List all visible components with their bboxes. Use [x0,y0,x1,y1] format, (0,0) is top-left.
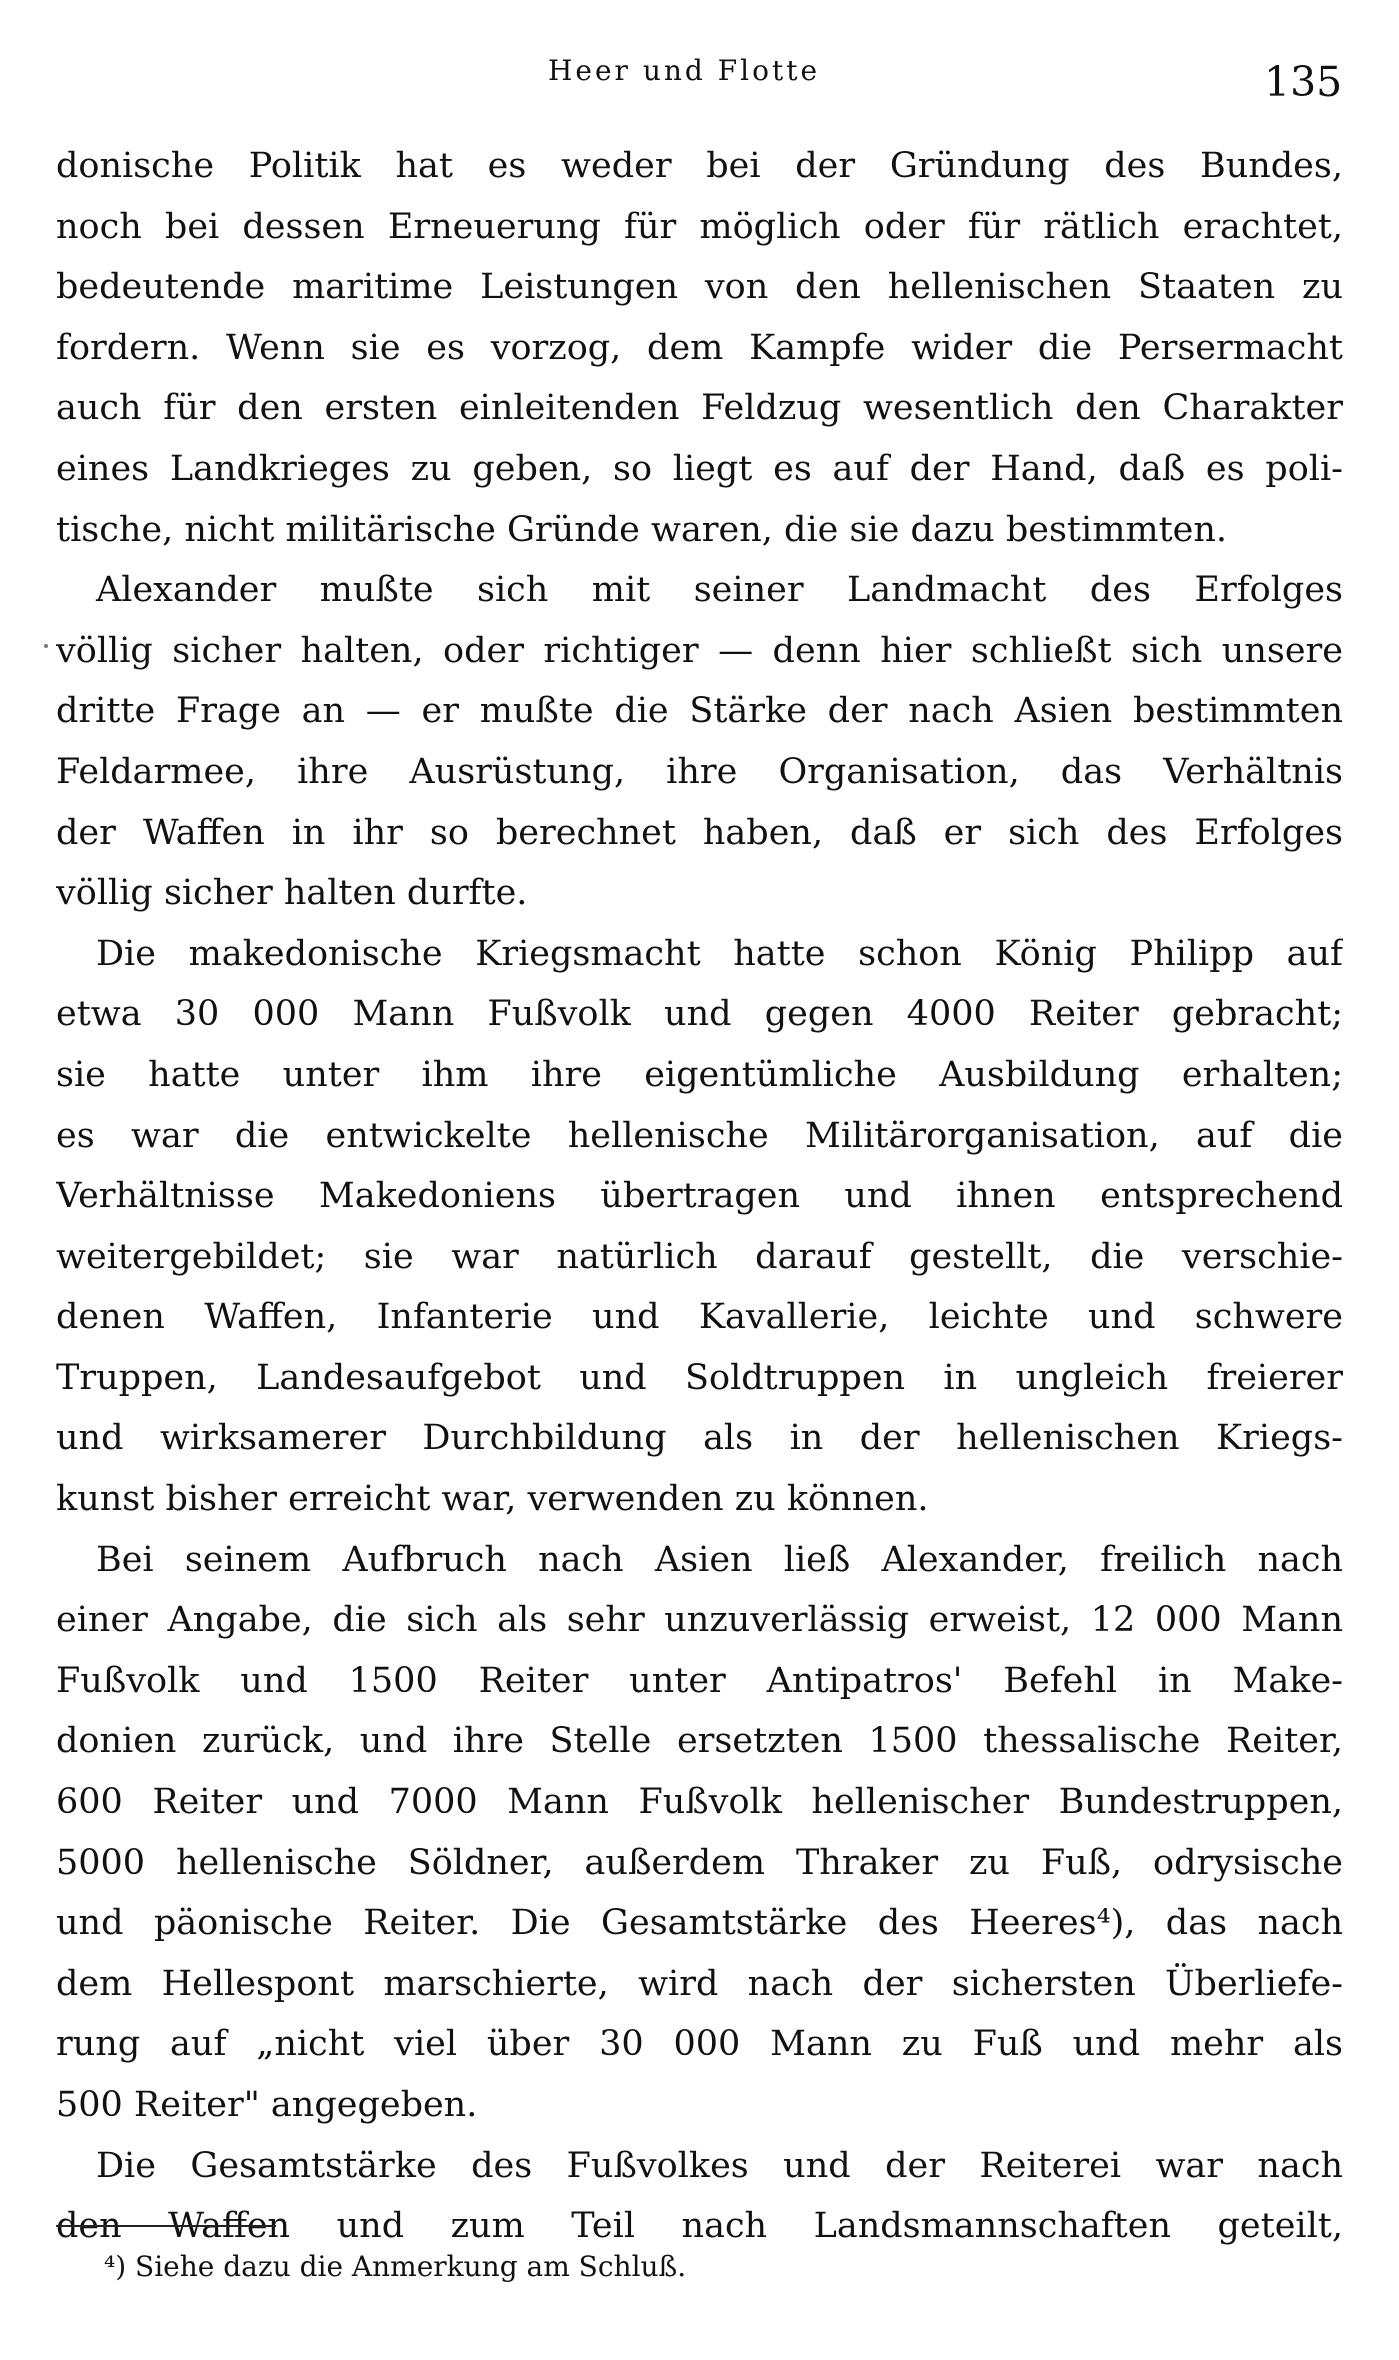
text-line: denen Waffen, Infanterie und Kavallerie, leichte und schwere [56,1297,1343,1338]
text-line: Die Gesamtstärke des Fußvolkes und der Reiterei war nach [96,2145,1343,2186]
text-line: den Waffen und zum Teil nach Landsmannschaften geteilt, [56,2206,1343,2247]
text-line: völlig sicher halten durfte. [56,873,528,914]
text-line: Verhältnisse Makedoniens übertragen und ihnen entsprechend [56,1176,1343,1217]
footnote-divider [56,2225,276,2227]
text-line: auch für den ersten einleitenden Feldzug wesentlich den Charakter [56,388,1343,429]
text-line: einer Angabe, die sich als sehr unzuverlässig erweist, 12 000 Mann [56,1600,1343,1641]
text-line: noch bei dessen Erneuerung für möglich oder für rätlich erachtet, [56,206,1343,247]
text-line: und päonische Reiter. Die Gesamtstärke des Heeres⁴), das nach [56,1903,1343,1944]
text-line: weitergebildet; sie war natürlich darauf gestellt, die verschie- [56,1236,1343,1277]
text-line: kunst bisher erreicht war, verwenden zu können. [56,1479,929,1520]
text-line: Fußvolk und 1500 Reiter unter Antipatros' Befehl in Make- [56,1660,1343,1701]
text-line: völlig sicher halten, oder richtiger — denn hier schließt sich unsere [56,630,1343,671]
text-line: dritte Frage an — er mußte die Stärke der nach Asien bestimmten [56,691,1343,732]
text-line: Alexander mußte sich mit seiner Landmacht des Erfolges [96,570,1343,611]
text-line: 500 Reiter" angegeben. [56,2085,478,2125]
text-line: sie hatte unter ihm ihre eigentümliche Ausbildung erhalten; [56,1054,1343,1095]
text-line: 600 Reiter und 7000 Mann Fußvolk hellenischer Bundestruppen, [56,1782,1343,1823]
body-text [56,136,1343,2257]
text-line: Truppen, Landesaufgebot und Soldtruppen in ungleich freierer [56,1357,1343,1398]
text-line: donische Politik hat es weder bei der Gründung des Bundes, [56,146,1343,186]
scan-speck [44,644,48,648]
text-line: etwa 30 000 Mann Fußvolk und gegen 4000 Reiter gebracht; [56,994,1343,1035]
text-line: Feldarmee, ihre Ausrüstung, ihre Organisation, das Verhältnis [56,751,1343,792]
text-line: eines Landkrieges zu geben, so liegt es auf der Hand, daß es poli- [56,448,1343,489]
text-line: donien zurück, und ihre Stelle ersetzten 1500 thessalische Reiter, [56,1721,1343,1762]
text-line: tische, nicht militärische Gründe waren, die sie dazu bestimmten. [56,509,1228,550]
text-line: dem Hellespont marschierte, wird nach der sichersten Überliefe- [56,1963,1343,2004]
text-line: und wirksamerer Durchbildung als in der hellenischen Kriegs- [56,1418,1343,1459]
text-line: fordern. Wenn sie es vorzog, dem Kampfe wider die Persermacht [56,327,1343,368]
text-line: rung auf „nicht viel über 30 000 Mann zu Fuß und mehr als [56,2024,1343,2065]
text-line: Bei seinem Aufbruch nach Asien ließ Alexander, freilich nach [96,1539,1343,1580]
page-number: 135 [1264,58,1343,106]
text-line: der Waffen in ihr so berechnet haben, daß er sich des Erfolges [56,812,1343,853]
text-line: es war die entwickelte hellenische Militärorganisation, auf die [56,1115,1343,1156]
text-line: Die makedonische Kriegsmacht hatte schon König Philipp auf [96,933,1343,974]
text-line: 5000 hellenische Söldner, außerdem Thraker zu Fuß, odrysische [56,1842,1343,1883]
text-line: bedeutende maritime Leistungen von den hellenischen Staaten zu [56,267,1343,308]
footnote: ⁴) Siehe dazu die Anmerkung am Schluß. [104,2250,687,2283]
running-header: Heer und Flotte [548,54,821,87]
